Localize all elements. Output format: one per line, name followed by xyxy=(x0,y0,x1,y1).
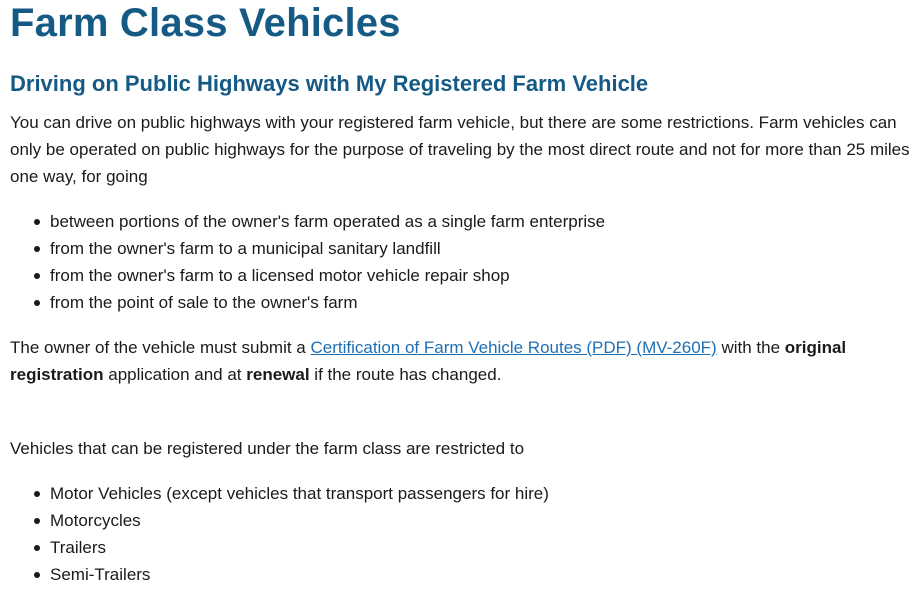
intro-paragraph: You can drive on public highways with your registered farm vehicle, but there are some restrictions. Farm vehicles can only be operated on public highways for the purpose of traveling by the most direct route and not for more than 25 miles one way, for going xyxy=(10,113,910,186)
list-item: Motorcycles xyxy=(30,507,910,534)
list-item: from the owner's farm to a municipal sanitary landfill xyxy=(30,235,910,262)
routes-list xyxy=(30,208,910,316)
list-item: between portions of the owner's farm operated as a single farm enterprise xyxy=(30,208,910,235)
owner-text-mid: application and at xyxy=(103,365,247,384)
owner-text-before-link: The owner of the vehicle must submit a xyxy=(10,338,311,357)
owner-text-after-link: with the xyxy=(716,338,785,357)
original-registration-emphasis: original registration xyxy=(10,338,847,384)
list-item: from the owner's farm to a licensed motor vehicle repair shop xyxy=(30,262,910,289)
list-item: Trailers xyxy=(30,534,910,561)
owner-text-end: if the route has changed. xyxy=(309,365,502,384)
vehicle-types-list xyxy=(30,480,910,588)
list-item: Semi-Trailers xyxy=(30,561,910,588)
section-heading: Driving on Public Highways with My Registered Farm Vehicle xyxy=(10,71,649,96)
owner-paragraph xyxy=(10,334,910,388)
list-item: Motor Vehicles (except vehicles that transport passengers for hire) xyxy=(30,480,910,507)
certification-form-link[interactable]: Certification of Farm Vehicle Routes (PDF) (MV-260F) xyxy=(310,338,717,357)
page-title: Farm Class Vehicles xyxy=(10,1,401,45)
renewal-emphasis: renewal xyxy=(246,365,310,384)
restriction-paragraph: Vehicles that can be registered under the farm class are restricted to xyxy=(10,439,525,458)
list-item: from the point of sale to the owner's farm xyxy=(30,289,910,316)
